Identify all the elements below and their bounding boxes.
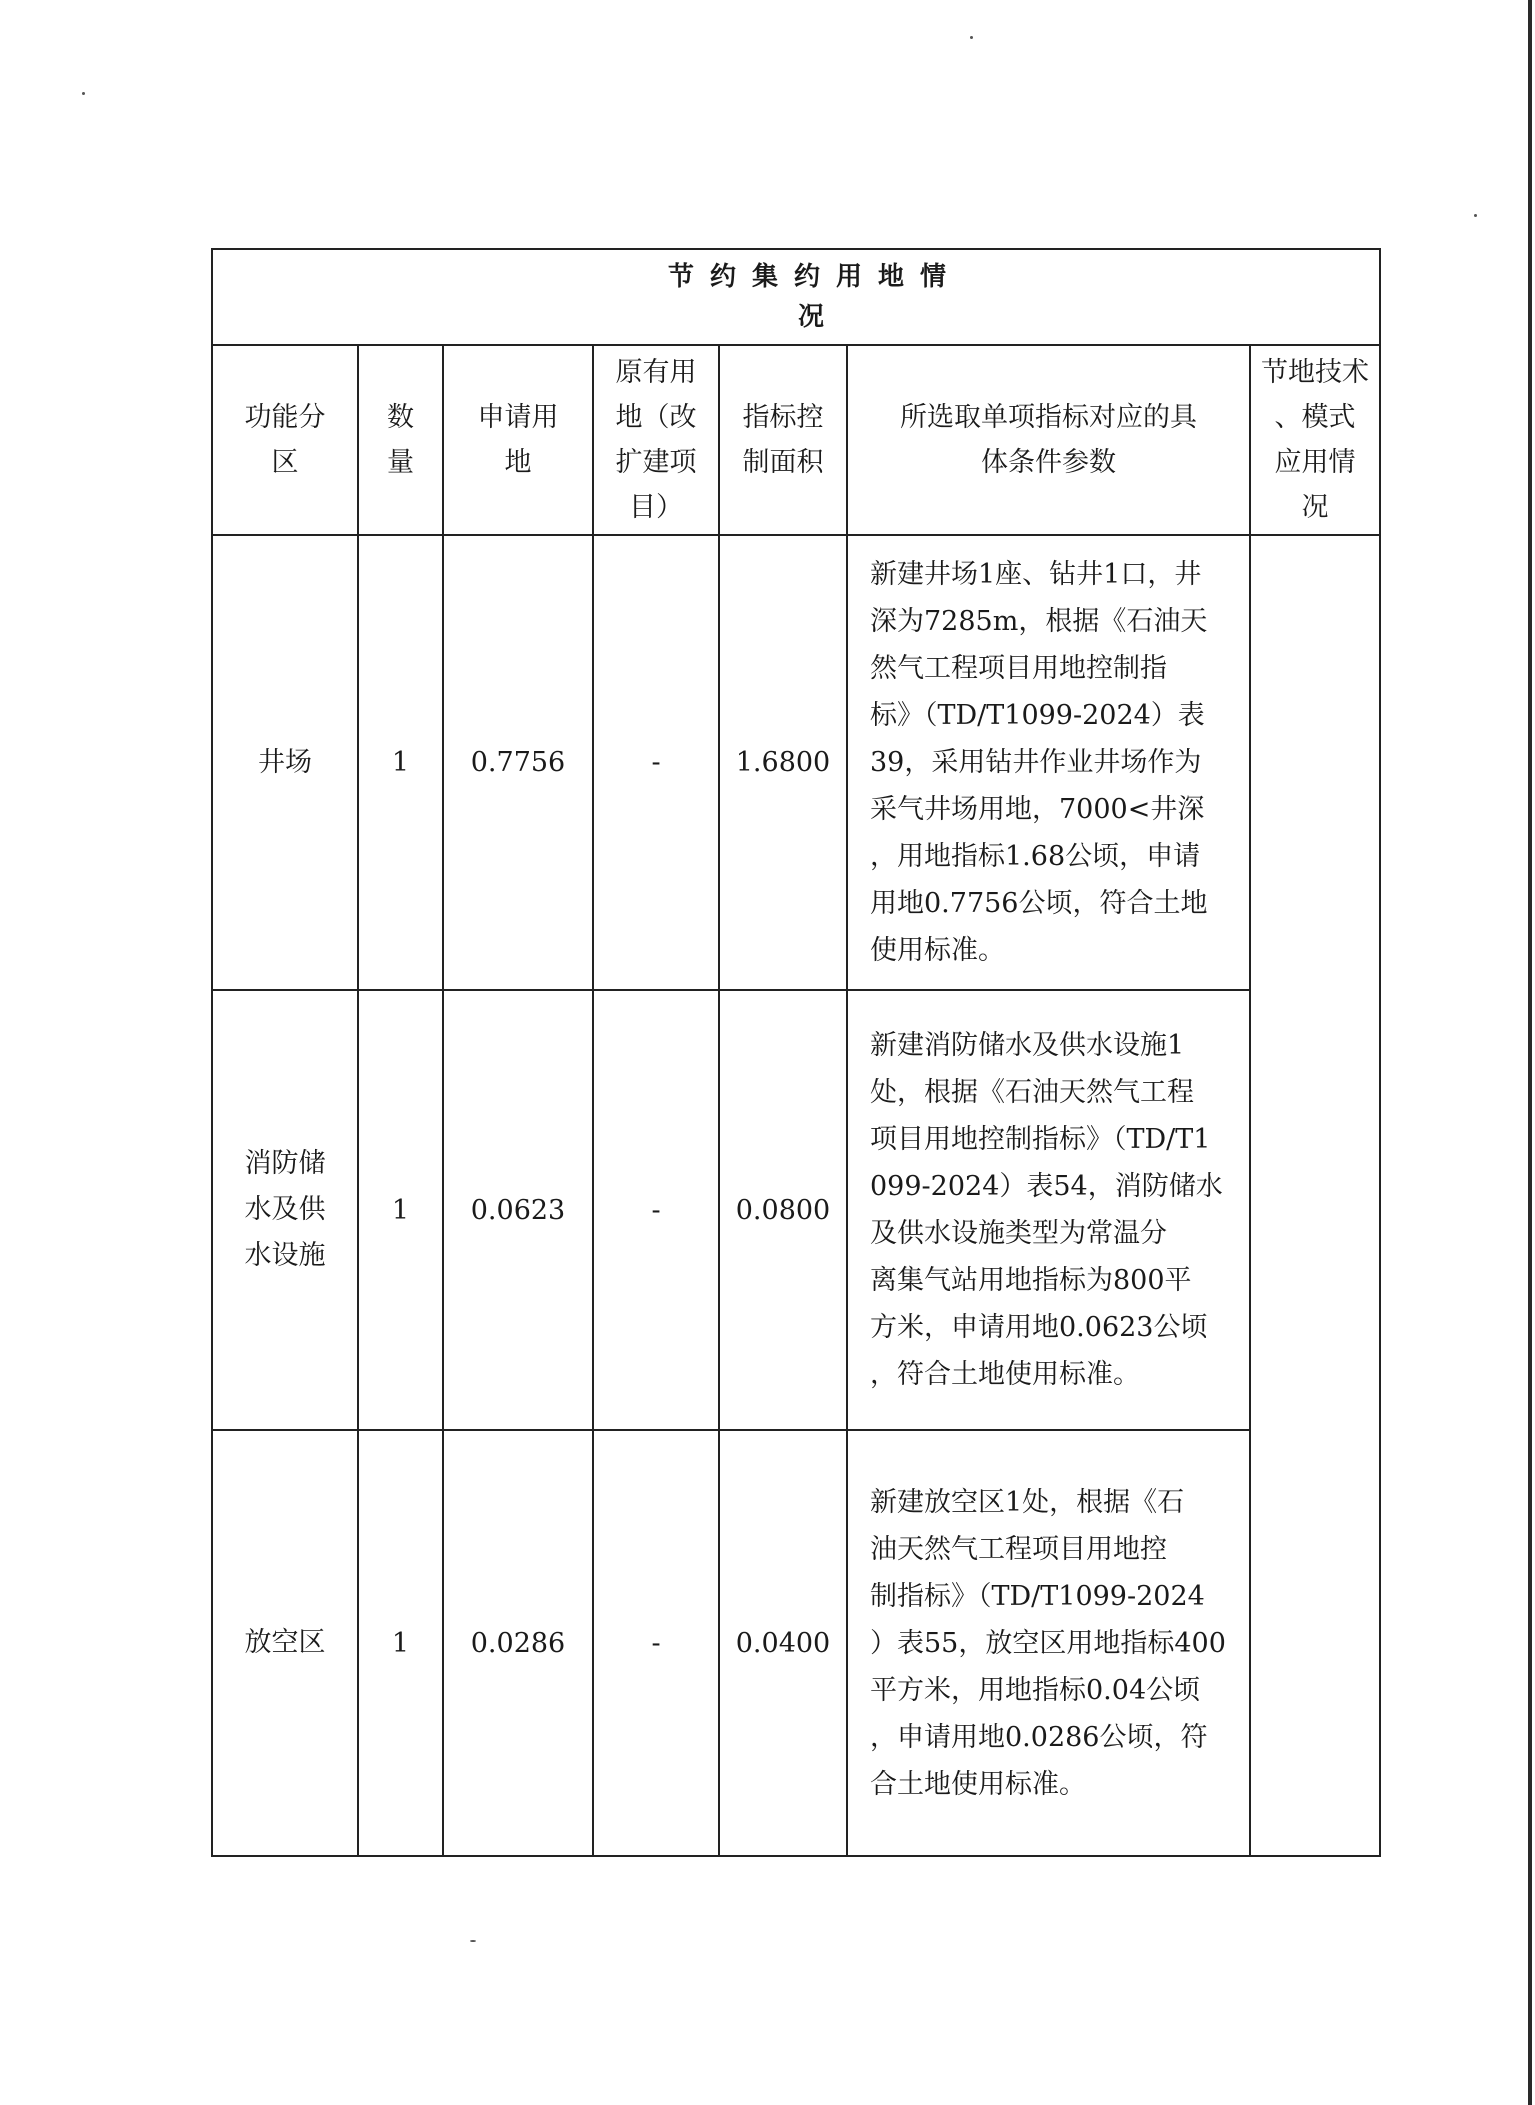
condition-line: 制指标》（TD/T1099-2024 [870,1580,1205,1612]
header-row [212,345,1380,535]
original-cell: - [593,990,719,1430]
header-tech-line: 、模式 [1274,402,1356,433]
condition-line: 用地0.7756公顷，符合土地 [870,888,1208,919]
applied-cell: 0.0286 [443,1430,593,1856]
condition-line: 099-2024）表54，消防储水 [870,1171,1223,1202]
control-cell: 0.0800 [719,990,847,1430]
zone-line: 水及供 [244,1194,326,1225]
header-original-line: 地（改 [615,402,697,433]
conditions-cell [847,990,1250,1430]
header-tech-line: 况 [1301,492,1329,523]
header-control [719,345,847,535]
condition-line: 新建井场1座、钻井1口，井 [870,559,1202,590]
condition-line: 39，采用钻井作业井场作为 [870,747,1202,778]
condition-line: 方米，申请用地0.0623公顷 [870,1312,1208,1343]
condition-line: 油天然气工程项目用地控 [870,1533,1167,1565]
condition-line: 然气工程项目用地控制指 [870,653,1167,684]
header-zone-line: 区 [271,447,299,478]
land-use-table [211,248,1381,1857]
control-cell: 1.6800 [719,535,847,990]
control-cell: 0.0400 [719,1430,847,1856]
zone-cell [212,1430,358,1856]
conditions-cell [847,535,1250,990]
condition-line: ，用地指标1.68公顷，申请 [870,841,1201,872]
condition-line: 合土地使用标准。 [870,1768,1086,1800]
count-cell: 1 [358,535,443,990]
scan-speck [470,1940,476,1942]
original-cell: - [593,1430,719,1856]
header-applied [443,345,593,535]
header-count [358,345,443,535]
header-control-line: 指标控 [742,402,824,433]
header-conditions-line: 所选取单项指标对应的具 [900,402,1197,433]
original-cell: - [593,535,719,990]
zone-line: 放空区 [244,1627,326,1658]
condition-line: 平方米，用地指标0.04公顷 [870,1674,1201,1706]
header-conditions-line: 体条件参数 [981,447,1116,478]
header-zone [212,345,358,535]
applied-cell: 0.7756 [443,535,593,990]
header-zone-line: 功能分 [244,402,326,433]
condition-line: 及供水设施类型为常温分 [870,1218,1167,1249]
condition-line: ）表55，放空区用地指标400 [870,1627,1226,1659]
header-original [593,345,719,535]
condition-line: 项目用地控制指标》（TD/T1 [870,1124,1211,1155]
header-tech [1250,345,1380,535]
condition-line: 新建放空区1处，根据《石 [870,1486,1185,1518]
tech-cell [1250,535,1380,1856]
header-original-line: 原有用 [615,357,697,388]
condition-line: 深为7285m，根据《石油天 [870,606,1208,637]
condition-line: 新建消防储水及供水设施1 [870,1030,1185,1061]
count-cell: 1 [358,990,443,1430]
scan-speck [82,92,85,95]
header-count-line: 数 [387,402,414,433]
table-title [212,249,1380,345]
table-row [212,535,1380,990]
header-original-line: 目） [629,492,683,523]
condition-line: 使用标准。 [870,935,1005,966]
header-count-line: 量 [387,447,414,478]
condition-line: ，申请用地0.0286公顷，符 [870,1721,1208,1753]
condition-line: ，符合土地使用标准。 [870,1359,1140,1390]
condition-line: 离集气站用地指标为800平 [870,1265,1192,1296]
header-control-line: 制面积 [742,447,824,478]
header-tech-line: 节地技术 [1261,357,1370,388]
table-row [212,990,1380,1430]
scan-page-edge [1528,0,1532,2105]
scan-speck [970,36,973,39]
condition-line: 采气井场用地，7000<井深 [870,794,1205,825]
count-cell: 1 [358,1430,443,1856]
header-applied-line: 地 [504,447,532,478]
table-title-line2: 况 [798,302,825,332]
table-row [212,1430,1380,1856]
applied-cell: 0.0623 [443,990,593,1430]
zone-line: 水设施 [244,1240,326,1271]
scan-speck [1474,214,1477,217]
zone-cell [212,990,358,1430]
header-original-line: 扩建项 [615,447,697,478]
zone-line: 井场 [258,746,312,778]
zone-line: 消防储 [244,1148,326,1179]
header-conditions [847,345,1250,535]
zone-cell [212,535,358,990]
header-applied-line: 申请用 [477,402,559,433]
condition-line: 标》（TD/T1099-2024）表 [870,700,1205,731]
conditions-cell [847,1430,1250,1856]
table-title-line1: 节约集约用地情 [668,262,963,292]
condition-line: 处，根据《石油天然气工程 [870,1077,1194,1108]
header-tech-line: 应用情 [1274,447,1356,478]
